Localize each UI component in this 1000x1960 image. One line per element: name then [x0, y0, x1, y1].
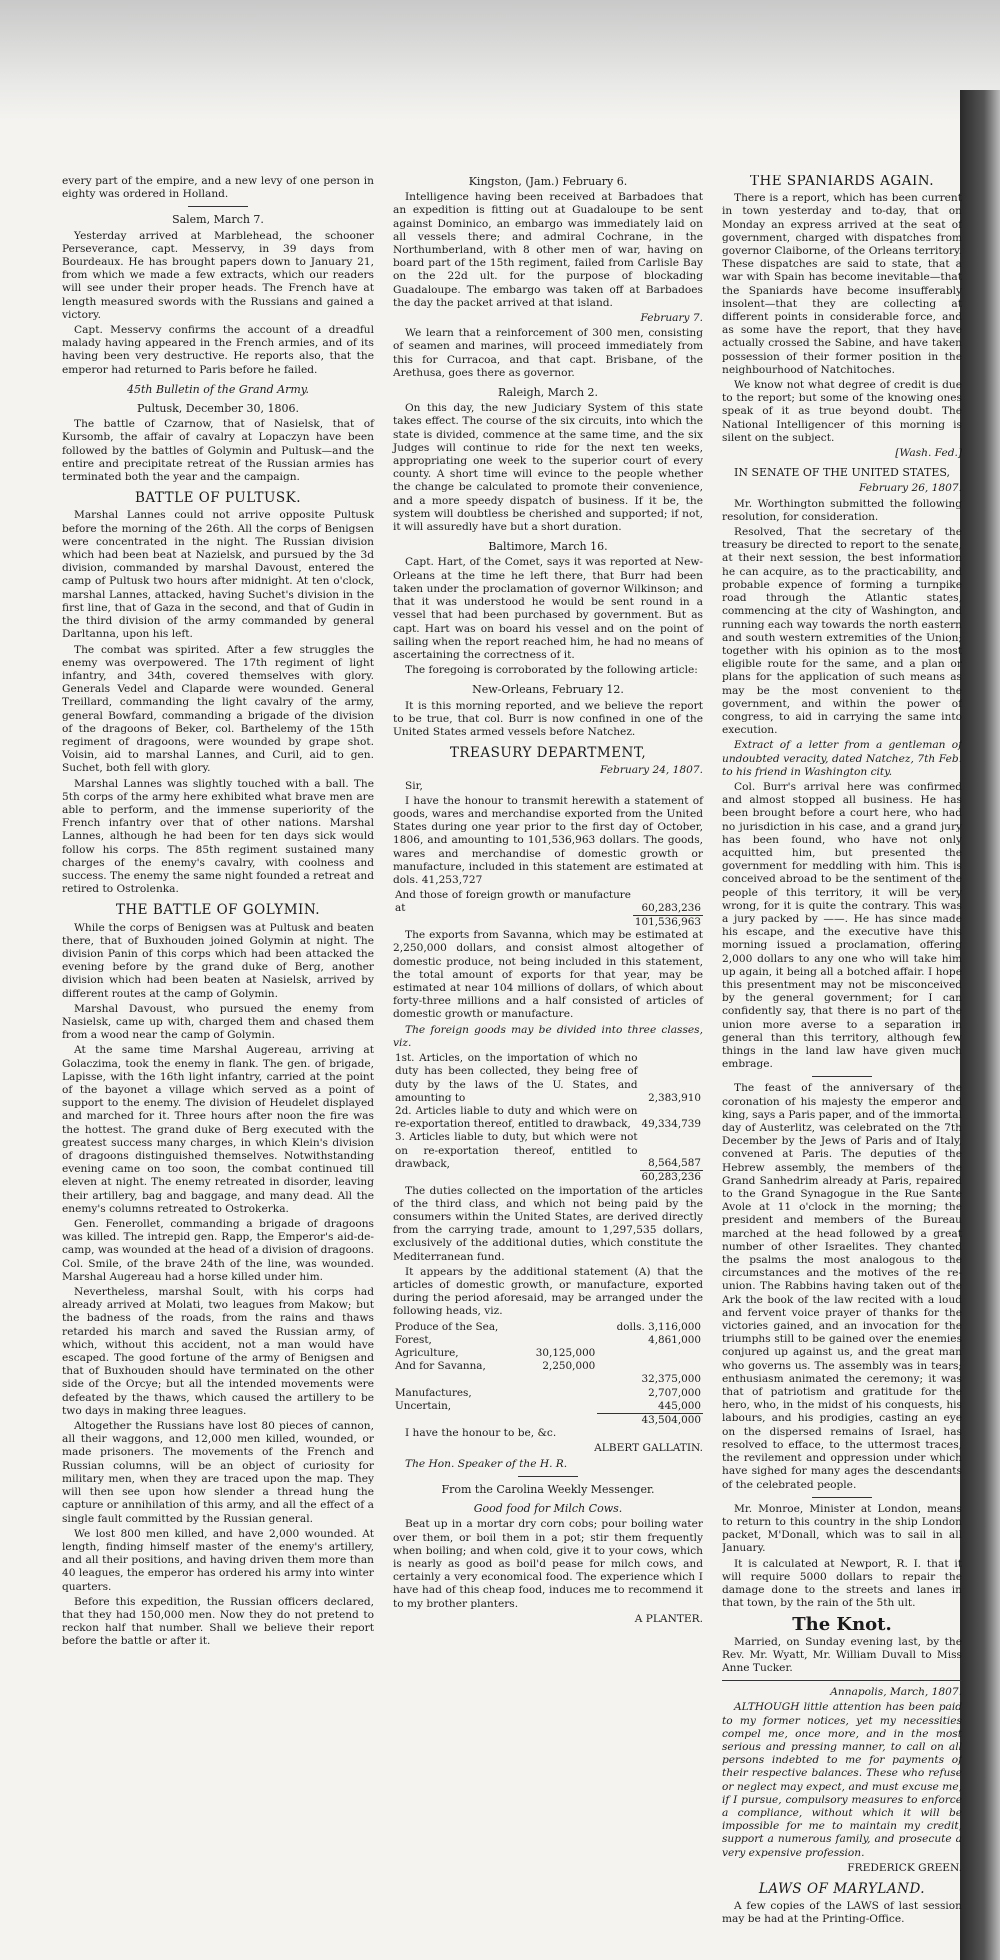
paragraph: Nevertheless, marshal Soult, with his corps had already arrived at Molati, two leagues from Makow; but the badness of the roads, from the rains and thaws retarded his march and saved the Russian army, of which, without this accident, not a man would have escaped. The good fortune of the army of Benigsen and that of Buxhouden should have terminated on the other side of the Orcye; but all the intended movements were defeated by the thaws, which caused the artillery to be two days in making three leagues. — [62, 1286, 374, 1417]
produce-label: And for Savanna, — [395, 1360, 486, 1373]
produce-label: Manufactures, — [395, 1386, 472, 1399]
paragraph: While the corps of Benigsen was at Pultusk and beaten there, that of Buxhouden joined Golymin at night. The division Panin of this corps which had been attacked the evening before by the grand duke of Berg, another division which had been beaten at Nasielsk, arrived by different routes at the camp of Golymin. — [62, 921, 374, 1000]
senate-title: IN SENATE OF THE UNITED STATES, — [733, 466, 950, 480]
paragraph: Beat up in a mortar dry corn cobs; pour boiling water over them, or boil them in a pot; stir them frequently when boiling; and when cold, give it to your cows, which is nearly as good as boil'd pease for milch cows, and certainly a very economical food. The experience which I have had of this cheap food, induces me to recommend it to my brother planters. — [393, 1518, 703, 1610]
signature: ALBERT GALLATIN. — [594, 1442, 703, 1455]
foreign-amount: 60,283,236 — [641, 901, 701, 914]
foreign-table — [393, 889, 703, 929]
produce-label — [393, 1373, 521, 1386]
treasury-date: February 24, 1807. — [600, 764, 703, 777]
paragraph: The duties collected on the importation of the articles of the third class, and which not being paid by the consumers within the United States, are derived directly from the carrying trade, amount to 1,297,535 dollars, exclusively of the additional duties, which constitute the Mediterranean fund. — [393, 1184, 703, 1263]
class-value: 8,564,587 — [648, 1157, 701, 1170]
paragraph: At the same time Marshal Augereau, arriving at Golaczima, took the enemy in flank. The gen. of brigade, Lapisse, with the 16th light infantry, carried at the point of the bayonet a village which served as a point of support to the enemy. The division of Heudelet displayed and marched for it. Three hours after noon the fire was the hottest. The grand duke of Berg executed with the greatest success many charges, in which Klein's division of dragoons distinguished themselves. Notwithstanding evening came on too soon, the combat continued till eleven at night. The enemy retreated in disorder, leaving their artillery, bag and baggage, and many dead. All the enemy's columns retreated to Ostrokerka. — [62, 1044, 374, 1215]
paragraph: Capt. Hart, of the Comet, says it was reported at New-Orleans at the time he left there, that Burr had been taken under the proclamation of governor Wilkinson; and that it was understood he would be sent round in a vessel that had been purchased by government. But as capt. Hart was on board his vessel and on the point of sailing when the report reached him, he had no means of ascertaining the correctness of it. — [393, 556, 703, 661]
classes-total: 60,283,236 — [641, 1171, 701, 1184]
paragraph: Marshal Davoust, who pursued the enemy from Nasielsk, came up with, charged them and chased them from a wood near the camp of Golymin. — [62, 1002, 374, 1042]
foreign-label: And those of foreign growth or manufacture at — [395, 889, 631, 915]
paragraph: Capt. Messervy confirms the account of a dreadful malady having appeared in the French armies, and of its having been very destructive. He reports also, that the emperor had returned to Paris before he failed. — [62, 324, 374, 376]
extract-heading: Extract of a letter from a gentleman of undoubted veracity, dated Natchez, 7th Feb. to his friend in Washington city. — [722, 739, 962, 778]
paragraph: The foregoing is corroborated by the following article: — [405, 664, 698, 677]
paragraph: Mr. Monroe, Minister at London, means to return to this country in the ship London packet, M'Donall, which was to sail in all January. — [722, 1502, 962, 1555]
produce-label: Produce of the Sea, — [395, 1320, 499, 1333]
produce-label: Agriculture, — [395, 1347, 459, 1360]
kingston-dateline: Kingston, (Jam.) February 6. — [468, 175, 628, 188]
produce-sub — [521, 1334, 597, 1347]
addressee: The Hon. Speaker of the H. R. — [405, 1457, 568, 1470]
paragraph: The battle of Czarnow, that of Nasielsk, that of Kursomb, the affair of cavalry at Lopaczyn have been followed by the battles of Golymin and Pultusk—and the entire and precipitate retreat of the Russian armies has terminated both the year and the campaign. — [62, 418, 374, 484]
paragraph: Altogether the Russians have lost 80 pieces of cannon, all their waggons, and 12,000 men killed, wounded, or made prisoners. The movements of the French and Russian columns, will be an object of curiosity for military men, when they are traced upon the map. They will then see upon how slender a thread hung the capture or annihilation of this army, and all the effect of a single fault committed by the Russian general. — [62, 1420, 374, 1525]
paragraph: We learn that a reinforcement of 300 men, consisting of seamen and marines, will proceed immediately from this for Curracoa, and that capt. Brisbane, of the Arethusa, goes there as governor. — [393, 327, 703, 379]
produce-table — [393, 1321, 703, 1428]
table-row — [393, 1321, 703, 1334]
produce-label: Forest, — [395, 1333, 432, 1346]
class-label: 2d. Articles liable to duty and which were on re-exportation thereof, entitled to drawback, — [395, 1104, 638, 1131]
produce-sub: 30,125,000 — [535, 1347, 596, 1360]
neworleans-dateline: New-Orleans, February 12. — [472, 683, 624, 697]
produce-sub — [521, 1321, 597, 1334]
produce-sub — [521, 1387, 597, 1400]
table-row — [393, 1387, 703, 1400]
carolina-heading: From the Carolina Weekly Messenger. — [441, 1482, 655, 1496]
produce-label: Uncertain, — [395, 1400, 452, 1413]
treasury-text: I have the honour to transmit herewith a statement of goods, wares and merchandise exported from the United States during one year prior to the first day of October, 1806, and amounting to 101,536,963 dollars. The goods, wares and merchandise of domestic growth or manufacture, included in this statement are estimated at — [393, 794, 703, 873]
column-3 — [722, 175, 962, 1929]
table-row — [393, 1360, 703, 1373]
produce-value — [597, 1360, 703, 1373]
paragraph: We lost 800 men killed, and have 2,000 wounded. At length, finding himself master of the enemy's artillery, and all their positions, and having driven them more than 40 leagues, the emperor has ordered his army into winter quarters. — [62, 1527, 374, 1593]
paragraph: There is a report, which has been current in town yesterday and to-day, that on Monday an express arrived at the seat of government, charged with dispatches from governor Claiborne, of the Orleans territory. These dispatches are said to state, that a war with Spain has become inevitable—that the Spaniards have become insufferably insolent—that they are collecting at different points in considerable force, and as some have the report, that they have actually crossed the Sabine, and have taken possession of their former position in the neighbourhood of Natchitoches. — [722, 192, 962, 376]
class-value: 49,334,739 — [641, 1118, 701, 1131]
bulletin-heading: 45th Bulletin of the Grand Army. — [126, 382, 310, 396]
paragraph: Marshal Lannes was slightly touched with a ball. The 5th corps of the army here exhibited what brave men are able to perform, and the immense superiority of the French infantry over that of other nations. Marshal Lannes, although he had been for ten days sick would follow his corps. The 85th regiment sustained many charges of the enemy's cavalry, with coolness and success. The enemy the same night founded a retreat and retired to Ostrolenka. — [62, 777, 374, 896]
divider — [188, 206, 248, 207]
scan-shadow — [0, 0, 1000, 120]
table-row — [393, 1373, 703, 1386]
paragraph: The combat was spirited. After a few struggles the enemy was overpowered. The 17th regiment of light infantry, and 34th, covered themselves with glory. Generals Vedel and Claparde were wounded. General Treillard, commanding the light cavalry of the army, general Bowfard, commanding a brigade of the division of the dragoons of Beker, col. Barthelemy of the 15th regiment of dragoons, were wounded by grape shot. Voisin, aid to marshal Lannes, and Curil, aid to gen. Suchet, both fell with glory. — [62, 643, 374, 775]
paragraph: The feast of the anniversary of the coronation of his majesty the emperor and king, says a Paris paper, and of the immortal day of Austerlitz, was celebrated on the 7th December by the Jews of Paris and of Italy, convened at Paris. The deputies of the Hebrew assembly, the members of the Grand Sanhedrim already at Paris, repaired to the Grand Synagogue in the Rue Sante Avole at 11 o'clock in the morning; the president and members of the Bureau marched at the head followed by a great number of other Israelites. They chanted the psalms the most analogous to the circumstances and the motives of the re-union. The Rabbins having taken out of the Ark the book of the law recited with a loud and fervent voice prayer of thanks for the victories gained, and an invocation for the triumphs still to be gained over the enemies conjured up against us, and the great man who governs us. The assembly was in tears; enthusiasm animated the ceremony; it was that of patriotism and gratitude for the hero, who, in the midst of his conquests, his labours, and his prodigies, casting an eye on the dispersed remains of Israel, has resolved to efface, to the uttermost traces, the revilement and oppression under which have sighed for many ages the descendants of the celebrated people. — [722, 1082, 962, 1491]
paragraph: Before this expedition, the Russian officers declared, that they had 150,000 men. Now they do not pretend to reckon half that number. Shall we believe their report before the battle or after it. — [62, 1595, 374, 1648]
paragraph: A few copies of the LAWS of last session may be had at the Printing-Office. — [722, 1900, 962, 1926]
divider — [722, 1680, 962, 1681]
column-1 — [62, 175, 374, 1651]
paragraph — [393, 795, 703, 887]
paragraph: The exports from Savanna, which may be estimated at 2,250,000 dollars, and consist almost altogether of domestic produce, not being included in this statement, the total amount of exports for that year, may be estimated at near 104 millions of dollars, of which about forty-three millions and a half consisted of articles of domestic growth or manufacture. — [393, 929, 703, 1021]
laws-title: LAWS OF MARYLAND. — [758, 1880, 926, 1897]
treasury-title: TREASURY DEPARTMENT, — [449, 745, 647, 762]
produce-value: 4,861,000 — [648, 1333, 701, 1346]
table-row — [393, 1400, 703, 1414]
bulletin-dateline: Pultusk, December 30, 1806. — [136, 402, 300, 416]
produce-sub: 2,250,000 — [542, 1360, 596, 1373]
table-row — [393, 1105, 703, 1131]
class-label: 1st. Articles, on the importation of which no duty has been collected, they being free of duty by the laws of the U. States, and amounting to — [395, 1052, 638, 1104]
produce-value: 445,000 — [658, 1399, 701, 1412]
knot-title: The Knot. — [792, 1614, 892, 1636]
class-label: 3. Articles liable to duty, but which were not on re-exportation thereof, entitled to drawback, — [395, 1131, 638, 1170]
raleigh-dateline: Raleigh, March 2. — [497, 386, 599, 400]
divider — [518, 1476, 578, 1477]
paragraph: Resolved, That the secretary of the treasury be directed to report to the senate, at their next session, the best information he can acquire, as to the practicability, and probable expence of forming a turnpike road through the Atlantic states, commencing at the city of Washington, and running each way towards the north eastern and south western extremities of the Union; together with his opinion as to the most eligible route for the same, and a plan or plans for the application of such means as may be the most convenient to the government, and within the power of congress, to aid in carrying the same into execution. — [722, 526, 962, 737]
table-row — [393, 1131, 703, 1171]
column-2 — [393, 175, 703, 1628]
class-value: 2,383,910 — [648, 1091, 701, 1104]
annapolis-dateline: Annapolis, March, 1807. — [830, 1686, 962, 1699]
paragraph: On this day, the new Judiciary System of this state takes effect. The course of the six circuits, into which the state is divided, commence at the same time, and the six Judges will continue to ride for the next ten weeks, appropriating one week to the superior court of every county. A short time will evince to the people whether the change be calculated to promote their convenience, and a more speedy dispatch of business. If it be, the system will doubtless be cherished and supported; if not, it will assuredly have but a short duration. — [393, 402, 703, 534]
paragraph: Gen. Fenerollet, commanding a brigade of dragoons was killed. The intrepid gen. Rapp, the Emperor's aid-de-camp, was wounded at the head of a division of dragoons. Col. Smile, of the brave 24th of the line, was wounded. Marshal Augereau had a horse killed under him. — [62, 1218, 374, 1283]
paragraph: Yesterday arrived at Marblehead, the schooner Perseverance, capt. Messervy, in 39 days from Bourdeaux. He has brought papers down to January 21, from which we made a few extracts, which our readers will see under their proper heads. The French have at length measured swords with the Russians and gained a victory. — [62, 229, 374, 321]
domestic-amount: dols. 41,253,727 — [393, 873, 483, 886]
closing: I have the honour to be, &c. — [405, 1427, 557, 1440]
table-row — [393, 1347, 703, 1360]
paragraph: ALTHOUGH little attention has been paid to my former notices, yet my necessities compel me, once more, and in the most serious and pressing manner, to call on all persons indebted to me for payments of their respective balances. These who refuse or neglect may expect, and must excuse me, if I pursue, compulsory measures to enforce a compliance, without which it will be impossible for me to maintain my credit, support a numerous family, and prosecute a very expensive profession. — [722, 1701, 962, 1859]
paragraph: It is this morning reported, and we believe the report to be true, that col. Burr is now confined in one of the United States armed vessels before Natchez. — [393, 699, 703, 738]
divider — [812, 1076, 872, 1077]
source: [Wash. Fed.] — [895, 447, 962, 460]
classes-table — [393, 1052, 703, 1185]
annapolis-signature: FREDERICK GREEN. — [847, 1861, 962, 1874]
paragraph: Mr. Worthington submitted the following resolution, for consideration. — [722, 497, 962, 523]
intro-text: every part of the empire, and a new levy of one person in eighty was ordered in Holland. — [62, 175, 374, 201]
feb7-dateline: February 7. — [640, 312, 703, 325]
produce-sub — [521, 1400, 597, 1414]
planter-signature: A PLANTER. — [634, 1612, 703, 1625]
spaniards-title: THE SPANIARDS AGAIN. — [749, 175, 935, 189]
produce-sub — [521, 1373, 597, 1386]
produce-total: 43,504,000 — [597, 1414, 703, 1428]
produce-value: 2,707,000 — [648, 1386, 701, 1399]
paragraph: It appears by the additional statement (A) that the articles of domestic growth, or manufacture, exported during the period aforesaid, may be arranged under the following heads, viz. — [393, 1265, 703, 1318]
paragraph: Intelligence having been received at Barbadoes that an expedition is fitting out at Guadaloupe to be sent against Dominico, an embargo was immediately laid on all vessels there; and admiral Cochrane, in the Northumberland, with 8 other men of war, having on board part of the 15th regiment, failed from Carlisle Bay on the 22d ult. for the purpose of blockading Guadaloupe. The embargo was taken off at Barbadoes the day the packet arrived at that island. — [393, 191, 703, 309]
total-amount: 101,536,963 — [634, 916, 701, 929]
baltimore-dateline: Baltimore, March 16. — [488, 540, 608, 554]
salem-dateline: Salem, March 7. — [172, 213, 264, 227]
senate-date: February 26, 1807. — [859, 482, 962, 495]
table-row — [393, 1334, 703, 1347]
produce-value: 32,375,000 — [641, 1373, 701, 1386]
produce-value: dolls. 3,116,000 — [616, 1320, 701, 1333]
table-row — [393, 1052, 703, 1105]
carolina-subheading: Good food for Milch Cows. — [473, 1502, 623, 1516]
classes-line: The foreign goods may be divided into three classes, viz. — [393, 1023, 703, 1049]
paragraph: Marshal Lannes could not arrive opposite Pultusk before the morning of the 26th. All the corps of Benigsen were concentrated in the night. The Russian division which had been beat at Nazielsk, and pursued by the 3d division, commanded by marshal Davoust, entered the camp of Pultusk two hours after midnight. At ten o'clock, marshal Lannes, attacked, having Suchet's division in the first line, that of Gaza in the second, and that of Gudin in the third division of the army commanded by general Darltanna, upon his left. — [62, 509, 374, 641]
divider — [812, 1497, 872, 1498]
pultusk-title: BATTLE OF PULTUSK. — [134, 490, 302, 507]
paragraph: It is calculated at Newport, R. I. that it will require 5000 dollars to repair the damage done to the streets and lanes in that town, by the rain of the 5th ult. — [722, 1557, 962, 1610]
salutation: Sir, — [405, 779, 423, 792]
paragraph: We know not what degree of credit is due to the report; but some of the knowing ones speak of it as true beyond doubt. The National Intelligencer of this morning is silent on the subject. — [722, 379, 962, 444]
paragraph: Col. Burr's arrival here was confirmed and almost stopped all business. He has been brought before a court here, who had no jurisdiction in his case, and a grand jury has been found, who have not only acquitted him, but presented the government for meddling with him. This is conceived abroad to be the sentiment of the people of this territory, it will be very wrong, for it is quite the contrary. This was a jury packed by ——. He has since made his escape, and the executive have this morning issued a proclamation, offering 2,000 dollars to any one who will take him up again, it being all a botched affair. I hope this presentment may not be misconceived by the general government; for I can confidently say, that there is no part of the union more averse to a separation in general than this territory, although few things in the land law have given much embrage. — [722, 780, 962, 1071]
paragraph: Married, on Sunday evening last, by the Rev. Mr. Wyatt, Mr. William Duvall to Miss Anne Tucker. — [722, 1635, 962, 1674]
produce-value — [597, 1347, 703, 1360]
golymin-title: THE BATTLE OF GOLYMIN. — [115, 902, 321, 919]
page-binding-edge — [960, 90, 1000, 1960]
